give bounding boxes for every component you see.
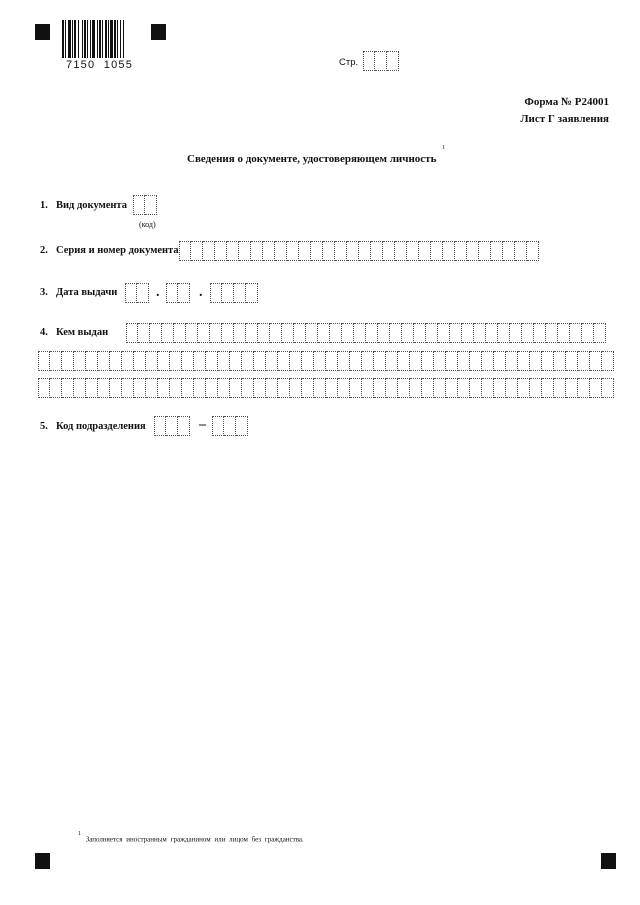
input-cell[interactable]	[194, 351, 206, 371]
input-cell[interactable]	[602, 351, 614, 371]
input-cell[interactable]	[287, 241, 299, 261]
input-cell[interactable]	[230, 351, 242, 371]
input-cell[interactable]	[479, 241, 491, 261]
input-cell[interactable]	[258, 323, 270, 343]
input-cell[interactable]	[582, 323, 594, 343]
subdivision-code-dash: –	[199, 417, 206, 432]
input-cell[interactable]	[522, 323, 534, 343]
input-cell[interactable]	[462, 323, 474, 343]
input-cell[interactable]	[206, 351, 218, 371]
input-cell[interactable]	[302, 351, 314, 371]
input-cell[interactable]	[203, 241, 215, 261]
issued-by-cells-row-2[interactable]	[38, 351, 614, 371]
input-cell[interactable]	[218, 351, 230, 371]
input-cell[interactable]	[150, 323, 162, 343]
input-cell[interactable]	[110, 351, 122, 371]
barcode-bar	[102, 20, 103, 58]
input-cell[interactable]	[206, 378, 218, 398]
input-cell[interactable]	[74, 351, 86, 371]
input-cell[interactable]	[110, 378, 122, 398]
input-cell[interactable]	[234, 323, 246, 343]
input-cell[interactable]	[434, 378, 446, 398]
input-cell[interactable]	[174, 323, 186, 343]
input-cell[interactable]	[362, 351, 374, 371]
field-1-number: 1.	[40, 200, 48, 211]
input-cell[interactable]	[166, 416, 178, 436]
input-cell[interactable]	[494, 351, 506, 371]
issued-by-cells-row-1[interactable]	[126, 323, 606, 343]
input-cell[interactable]	[323, 241, 335, 261]
input-cell[interactable]	[570, 323, 582, 343]
input-cell[interactable]	[154, 416, 166, 436]
barcode-bar	[78, 20, 79, 58]
input-cell[interactable]	[354, 323, 366, 343]
input-cell[interactable]	[530, 351, 542, 371]
input-cell[interactable]	[491, 241, 503, 261]
input-cell[interactable]	[290, 378, 302, 398]
issued-by-cells-row-3[interactable]	[38, 378, 614, 398]
input-cell[interactable]	[179, 241, 191, 261]
input-cell[interactable]	[542, 351, 554, 371]
input-cell[interactable]	[383, 241, 395, 261]
input-cell[interactable]	[278, 351, 290, 371]
input-cell[interactable]	[578, 351, 590, 371]
input-cell[interactable]	[374, 351, 386, 371]
input-cell[interactable]	[546, 323, 558, 343]
input-cell[interactable]	[158, 378, 170, 398]
input-cell[interactable]	[170, 378, 182, 398]
input-cell[interactable]	[178, 416, 190, 436]
input-cell[interactable]	[350, 351, 362, 371]
input-cell[interactable]	[398, 378, 410, 398]
input-cell[interactable]	[422, 351, 434, 371]
input-cell[interactable]	[239, 241, 251, 261]
issue-date-separator-1: .	[156, 285, 160, 300]
input-cell[interactable]	[335, 241, 347, 261]
input-cell[interactable]	[86, 378, 98, 398]
barcode-number: 7150 1055	[66, 59, 134, 71]
input-cell[interactable]	[282, 323, 294, 343]
input-cell[interactable]	[371, 241, 383, 261]
input-cell[interactable]	[122, 351, 134, 371]
input-cell[interactable]	[510, 323, 522, 343]
issue-date-separator-2: .	[199, 285, 203, 300]
issue-date-year-cells[interactable]	[210, 283, 258, 303]
input-cell[interactable]	[227, 241, 239, 261]
form-number: Форма № Р24001	[524, 96, 609, 108]
input-cell[interactable]	[191, 241, 203, 261]
input-cell[interactable]	[230, 378, 242, 398]
input-cell[interactable]	[212, 416, 224, 436]
input-cell[interactable]	[145, 195, 157, 215]
input-cell[interactable]	[266, 351, 278, 371]
input-cell[interactable]	[474, 323, 486, 343]
input-cell[interactable]	[410, 351, 422, 371]
input-cell[interactable]	[218, 378, 230, 398]
input-cell[interactable]	[455, 241, 467, 261]
input-cell[interactable]	[363, 51, 375, 71]
input-cell[interactable]	[554, 378, 566, 398]
input-cell[interactable]	[122, 378, 134, 398]
input-cell[interactable]	[134, 378, 146, 398]
registration-mark-top-right	[151, 24, 166, 40]
barcode-bar	[68, 20, 71, 58]
input-cell[interactable]	[263, 241, 275, 261]
barcode-bar	[105, 20, 107, 58]
input-cell[interactable]	[126, 323, 138, 343]
input-cell[interactable]	[38, 378, 50, 398]
barcode-bar	[62, 20, 64, 58]
barcode-bar	[74, 20, 76, 58]
input-cell[interactable]	[386, 378, 398, 398]
barcode-bar	[82, 20, 83, 58]
input-cell[interactable]	[506, 378, 518, 398]
input-cell[interactable]	[294, 323, 306, 343]
input-cell[interactable]	[50, 378, 62, 398]
field-3-label: Дата выдачи	[56, 287, 118, 298]
input-cell[interactable]	[410, 378, 422, 398]
input-cell[interactable]	[210, 283, 222, 303]
input-cell[interactable]	[578, 378, 590, 398]
input-cell[interactable]	[270, 323, 282, 343]
input-cell[interactable]	[311, 241, 323, 261]
barcode-bar	[117, 20, 118, 58]
page-number-cells[interactable]	[363, 51, 399, 71]
input-cell[interactable]	[186, 323, 198, 343]
input-cell[interactable]	[338, 351, 350, 371]
field-5-number: 5.	[40, 421, 48, 432]
document-type-code-cells[interactable]	[133, 195, 157, 215]
input-cell[interactable]	[542, 378, 554, 398]
document-series-number-cells[interactable]	[179, 241, 539, 261]
input-cell[interactable]	[518, 351, 530, 371]
field-5-label: Код подразделения	[56, 421, 146, 432]
input-cell[interactable]	[178, 283, 190, 303]
input-cell[interactable]	[162, 323, 174, 343]
input-cell[interactable]	[234, 283, 246, 303]
input-cell[interactable]	[50, 351, 62, 371]
input-cell[interactable]	[486, 323, 498, 343]
input-cell[interactable]	[386, 351, 398, 371]
input-cell[interactable]	[594, 323, 606, 343]
input-cell[interactable]	[266, 378, 278, 398]
input-cell[interactable]	[146, 351, 158, 371]
field-4-label: Кем выдан	[56, 327, 109, 338]
input-cell[interactable]	[458, 351, 470, 371]
input-cell[interactable]	[402, 323, 414, 343]
input-cell[interactable]	[426, 323, 438, 343]
input-cell[interactable]	[503, 241, 515, 261]
input-cell[interactable]	[98, 378, 110, 398]
input-cell[interactable]	[306, 323, 318, 343]
footnote-text: Заполняется иностранным гражданином или лицом без гражданства.	[85, 835, 304, 844]
input-cell[interactable]	[251, 241, 263, 261]
input-cell[interactable]	[290, 351, 302, 371]
field-3-number: 3.	[40, 287, 48, 298]
input-cell[interactable]	[198, 323, 210, 343]
barcode-bar	[123, 20, 124, 58]
input-cell[interactable]	[38, 351, 50, 371]
input-cell[interactable]	[366, 323, 378, 343]
input-cell[interactable]	[98, 351, 110, 371]
barcode	[62, 20, 142, 58]
input-cell[interactable]	[138, 323, 150, 343]
input-cell[interactable]	[125, 283, 137, 303]
input-cell[interactable]	[494, 378, 506, 398]
field-2-number: 2.	[40, 245, 48, 256]
input-cell[interactable]	[318, 323, 330, 343]
input-cell[interactable]	[224, 416, 236, 436]
input-cell[interactable]	[518, 378, 530, 398]
input-cell[interactable]	[330, 323, 342, 343]
input-cell[interactable]	[395, 241, 407, 261]
input-cell[interactable]	[458, 378, 470, 398]
input-cell[interactable]	[431, 241, 443, 261]
input-cell[interactable]	[133, 195, 145, 215]
input-cell[interactable]	[62, 351, 74, 371]
input-cell[interactable]	[242, 351, 254, 371]
input-cell[interactable]	[443, 241, 455, 261]
barcode-bar	[65, 20, 66, 58]
input-cell[interactable]	[534, 323, 546, 343]
input-cell[interactable]	[506, 351, 518, 371]
field-2-label: Серия и номер документа	[56, 245, 179, 256]
field-4-number: 4.	[40, 327, 48, 338]
subdivision-code-first-cells[interactable]	[154, 416, 190, 436]
input-cell[interactable]	[554, 351, 566, 371]
input-cell[interactable]	[450, 323, 462, 343]
input-cell[interactable]	[375, 51, 387, 71]
field-1-label: Вид документа	[56, 200, 127, 211]
input-cell[interactable]	[422, 378, 434, 398]
input-cell[interactable]	[602, 378, 614, 398]
input-cell[interactable]	[419, 241, 431, 261]
input-cell[interactable]	[566, 351, 578, 371]
input-cell[interactable]	[246, 323, 258, 343]
input-cell[interactable]	[438, 323, 450, 343]
input-cell[interactable]	[390, 323, 402, 343]
input-cell[interactable]	[326, 378, 338, 398]
input-cell[interactable]	[378, 323, 390, 343]
input-cell[interactable]	[254, 378, 266, 398]
input-cell[interactable]	[558, 323, 570, 343]
input-cell[interactable]	[470, 378, 482, 398]
input-cell[interactable]	[326, 351, 338, 371]
registration-mark-top-left	[35, 24, 50, 40]
input-cell[interactable]	[194, 378, 206, 398]
input-cell[interactable]	[470, 351, 482, 371]
sheet-label: Лист Г заявления	[520, 113, 609, 125]
barcode-bar	[90, 20, 91, 58]
input-cell[interactable]	[246, 283, 258, 303]
input-cell[interactable]	[350, 378, 362, 398]
input-cell[interactable]	[222, 323, 234, 343]
input-cell[interactable]	[530, 378, 542, 398]
barcode-bar	[114, 20, 116, 58]
footnote	[78, 831, 304, 844]
input-cell[interactable]	[182, 351, 194, 371]
page-label: Стр.	[339, 57, 359, 68]
input-cell[interactable]	[467, 241, 479, 261]
registration-mark-bottom-right	[601, 853, 616, 869]
issue-date-month-cells[interactable]	[166, 283, 190, 303]
input-cell[interactable]	[498, 323, 510, 343]
input-cell[interactable]	[158, 351, 170, 371]
input-cell[interactable]	[434, 351, 446, 371]
input-cell[interactable]	[210, 323, 222, 343]
title-footnote-mark: 1	[442, 145, 446, 152]
page-title-text: Сведения о документе, удостоверяющем личность	[187, 153, 437, 165]
input-cell[interactable]	[387, 51, 399, 71]
input-cell[interactable]	[314, 378, 326, 398]
barcode-bar	[120, 20, 121, 58]
barcode-bar	[72, 20, 73, 58]
issue-date-day-cells[interactable]	[125, 283, 149, 303]
input-cell[interactable]	[566, 378, 578, 398]
subdivision-code-second-cells[interactable]	[212, 416, 248, 436]
input-cell[interactable]	[215, 241, 227, 261]
input-cell[interactable]	[482, 351, 494, 371]
input-cell[interactable]	[515, 241, 527, 261]
input-cell[interactable]	[590, 378, 602, 398]
input-cell[interactable]	[134, 351, 146, 371]
input-cell[interactable]	[342, 323, 354, 343]
input-cell[interactable]	[275, 241, 287, 261]
input-cell[interactable]	[242, 378, 254, 398]
input-cell[interactable]	[137, 283, 149, 303]
input-cell[interactable]	[314, 351, 326, 371]
input-cell[interactable]	[362, 378, 374, 398]
barcode-bar	[99, 20, 101, 58]
input-cell[interactable]	[222, 283, 234, 303]
input-cell[interactable]	[446, 378, 458, 398]
input-cell[interactable]	[299, 241, 311, 261]
barcode-bar	[92, 20, 95, 58]
input-cell[interactable]	[62, 378, 74, 398]
barcode-bar	[108, 20, 109, 58]
input-cell[interactable]	[446, 351, 458, 371]
input-cell[interactable]	[166, 283, 178, 303]
input-cell[interactable]	[374, 378, 386, 398]
input-cell[interactable]	[86, 351, 98, 371]
barcode-bar	[87, 20, 88, 58]
input-cell[interactable]	[338, 378, 350, 398]
input-cell[interactable]	[590, 351, 602, 371]
input-cell[interactable]	[254, 351, 266, 371]
input-cell[interactable]	[74, 378, 86, 398]
barcode-bar	[110, 20, 113, 58]
input-cell[interactable]	[347, 241, 359, 261]
input-cell[interactable]	[278, 378, 290, 398]
footnote-mark: 1	[78, 831, 81, 837]
registration-mark-bottom-left	[35, 853, 50, 869]
input-cell[interactable]	[482, 378, 494, 398]
input-cell[interactable]	[527, 241, 539, 261]
input-cell[interactable]	[182, 378, 194, 398]
input-cell[interactable]	[359, 241, 371, 261]
input-cell[interactable]	[414, 323, 426, 343]
input-cell[interactable]	[146, 378, 158, 398]
input-cell[interactable]	[407, 241, 419, 261]
barcode-bar	[97, 20, 98, 58]
page-title	[187, 145, 446, 165]
input-cell[interactable]	[398, 351, 410, 371]
document-type-code-sublabel: (код)	[139, 220, 156, 229]
input-cell[interactable]	[302, 378, 314, 398]
input-cell[interactable]	[170, 351, 182, 371]
barcode-bar	[84, 20, 86, 58]
input-cell[interactable]	[236, 416, 248, 436]
